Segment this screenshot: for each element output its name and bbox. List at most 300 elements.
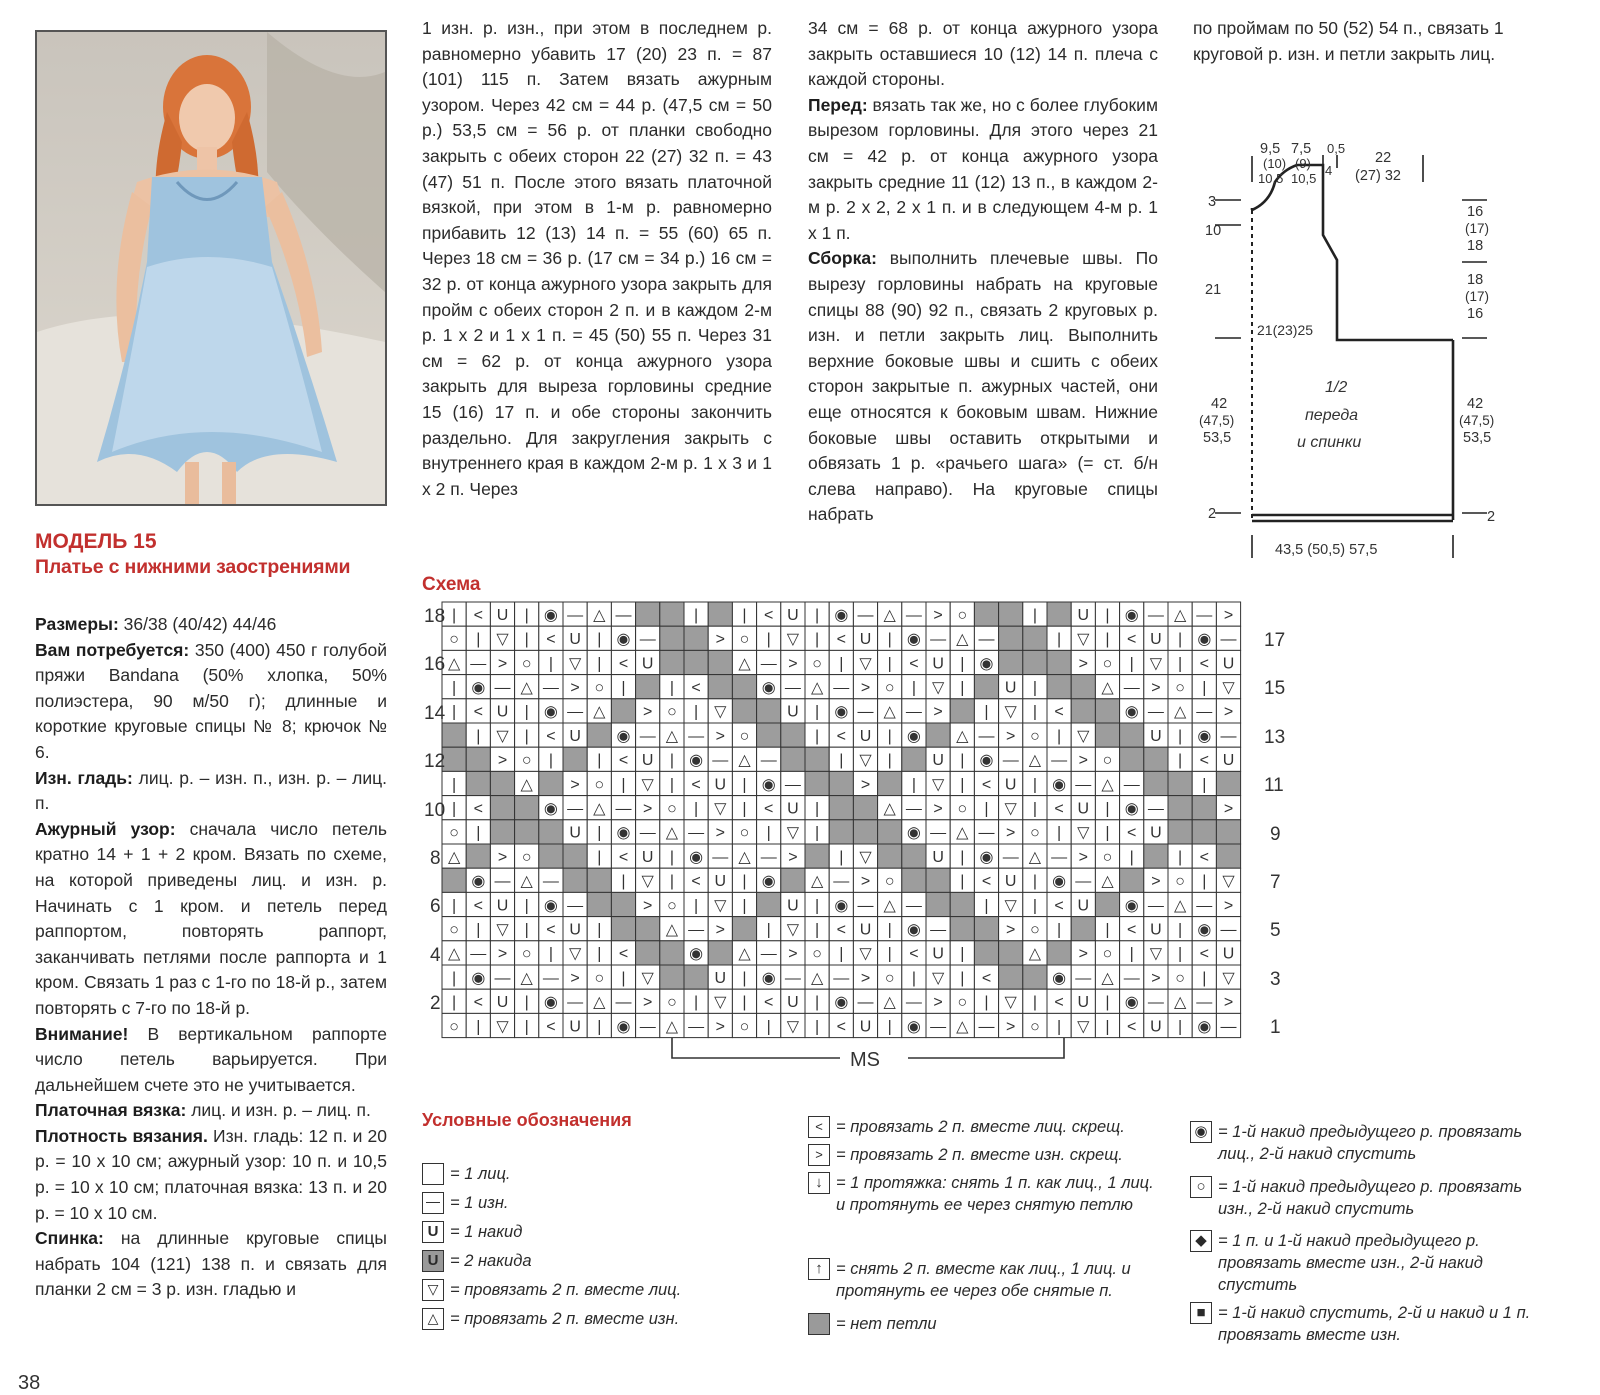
chart-cell-symbol: | xyxy=(597,752,602,770)
chart-cell-symbol: U xyxy=(714,969,727,987)
chart-cell-symbol: | xyxy=(766,1018,771,1036)
chart-cell-symbol: > xyxy=(1151,969,1161,987)
chart-cell-symbol: > xyxy=(1151,873,1161,891)
chart-cell-symbol: < xyxy=(764,800,774,818)
chart-cell-symbol: ◉ xyxy=(906,631,921,649)
chart-cell xyxy=(466,771,490,795)
chart-cell-symbol: | xyxy=(960,655,965,673)
chart-cell-symbol: ○ xyxy=(521,945,532,963)
label-left-10: 10 xyxy=(1205,223,1222,239)
label-side-width-sizes: (27) 32 xyxy=(1355,168,1401,184)
chart-cell-symbol: U xyxy=(932,655,944,673)
chart-cell-symbol: ▽ xyxy=(1149,945,1163,963)
chart-cell-symbol: < xyxy=(1054,897,1064,915)
chart-cell-symbol: | xyxy=(1105,824,1110,842)
chart-cell-symbol: | xyxy=(766,631,771,649)
chart-cell-symbol: ○ xyxy=(1102,945,1113,963)
chart-cell-symbol: — xyxy=(905,994,922,1012)
chart-cell-symbol: — xyxy=(1147,897,1164,915)
chart-cell-symbol: > xyxy=(715,824,725,842)
chart-cell-symbol: < xyxy=(1199,752,1209,770)
chart-cell xyxy=(878,820,902,844)
chart-cell-symbol: △ xyxy=(1101,873,1114,891)
chart-cell xyxy=(636,675,660,699)
chart-cell-symbol: ◉ xyxy=(1197,921,1212,939)
chart-cell-symbol: — xyxy=(930,824,947,842)
chart-cell-symbol: | xyxy=(476,727,481,745)
chart-cell-symbol: △ xyxy=(593,800,606,818)
chart-cell-symbol: U xyxy=(569,1018,581,1036)
row-label: 3 xyxy=(1270,969,1281,990)
chart-cell-symbol: < xyxy=(473,897,483,915)
label-right-17: (17) xyxy=(1465,221,1490,236)
chart-cell-symbol: △ xyxy=(738,945,751,963)
legend-item: = 1 п. и 1-й накид предыдущего р. провязать вместе изн., 2-й накид спустить xyxy=(1218,1232,1483,1294)
chart-cell-symbol: ◉ xyxy=(543,606,558,624)
chart-cell-symbol: △ xyxy=(956,727,969,745)
chart-cell-symbol: | xyxy=(984,994,989,1012)
chart-cell-symbol: ○ xyxy=(667,800,677,818)
chart-cell-symbol: ◉ xyxy=(1124,897,1139,915)
chart-cell-symbol: | xyxy=(476,631,481,649)
chart-cell-symbol: | xyxy=(815,703,820,721)
chart-cell xyxy=(757,723,781,747)
chart-cell-symbol: △ xyxy=(1173,703,1187,721)
chart-cell xyxy=(829,820,853,844)
chart-cell-symbol: ◉ xyxy=(1052,873,1067,891)
chart-cell xyxy=(708,650,732,674)
legend-item: = 1-й накид спустить, 2-й и накид и 1 п. провязать вместе изн. xyxy=(1218,1304,1531,1344)
chart-cell-symbol: | xyxy=(1105,921,1110,939)
chart-cell-symbol: — xyxy=(688,727,705,745)
chart-cell-symbol: — xyxy=(1147,994,1164,1012)
chart-cell-symbol: — xyxy=(688,921,705,939)
chart-cell-symbol: | xyxy=(815,727,820,745)
chart-cell-symbol: | xyxy=(960,752,965,770)
chart-cell xyxy=(974,941,998,965)
chart-cell-symbol: | xyxy=(742,897,747,915)
chart-cell-symbol: U xyxy=(714,873,727,891)
chart-cell-symbol: < xyxy=(981,969,992,987)
chart-cell-symbol: < xyxy=(1127,921,1137,939)
chart-cell-symbol: ▽ xyxy=(1004,703,1017,721)
chart-cell-symbol: — xyxy=(905,606,922,624)
chart-cell-symbol: < xyxy=(618,752,629,770)
chart-cell xyxy=(1120,868,1144,892)
chart-cell-symbol: — xyxy=(978,727,995,745)
chart-cell-symbol: | xyxy=(1202,679,1207,697)
chart-cell-symbol: | xyxy=(742,873,747,891)
chart-cell-symbol: — xyxy=(857,606,874,624)
chart-cell-symbol: | xyxy=(960,679,965,697)
chart-cell-symbol: △ xyxy=(593,703,606,721)
chart-cell xyxy=(999,965,1023,989)
chart-cell-symbol: U xyxy=(496,897,509,915)
chart-cell-symbol: | xyxy=(1057,1018,1062,1036)
chart-cell-symbol: < xyxy=(546,1018,556,1036)
chart-cell-symbol: △ xyxy=(738,752,751,770)
chart-cell-symbol: U xyxy=(496,994,509,1012)
chart-cell-symbol: ▽ xyxy=(1222,969,1235,987)
chart-cell xyxy=(1144,771,1168,795)
chart-cell-symbol: | xyxy=(887,945,892,963)
chart-cell-symbol: | xyxy=(839,945,844,963)
chart-cell-symbol: | xyxy=(524,994,529,1012)
chart-cell-symbol: U xyxy=(1150,631,1162,649)
chart-cell-symbol: > xyxy=(497,945,508,963)
chart-cell-symbol: U xyxy=(932,752,944,770)
chart-cell-symbol: > xyxy=(933,994,943,1012)
chart-cell-symbol: > xyxy=(788,945,798,963)
para-front: Перед: вязать так же, но с более глубоким вырезом горловины. Для этого через 21 см = 42 р. от конца ажурного узора закрыть средние 11 (12) 13 п., в каждом 2-м р. 2 х 2, 2 х 1 п. и в следующем 4-м р. 1 х 1 п. xyxy=(808,94,1158,243)
chart-cell-symbol: | xyxy=(524,727,529,745)
chart-cell-symbol: < xyxy=(764,606,774,624)
chart-cell-symbol: | xyxy=(621,969,626,987)
chart-cell-symbol: U xyxy=(641,752,654,770)
row-label: 4 xyxy=(430,945,441,966)
chart-cell-symbol: ○ xyxy=(739,824,750,842)
chart-cell-symbol: > xyxy=(1078,752,1088,770)
chart-cell-symbol: U xyxy=(787,703,799,721)
chart-cell-symbol: △ xyxy=(1028,752,1042,770)
instructions-column-1 xyxy=(35,612,387,1303)
para-armholes: по проймам по 50 (52) 54 п., связать 1 круговой р. изн. и петли закрыть лиц. xyxy=(1193,18,1504,64)
chart-cell-symbol: △ xyxy=(1101,969,1114,987)
chart-cell-symbol: — xyxy=(833,969,850,987)
chart-cell-symbol: △ xyxy=(520,776,533,794)
chart-cell-symbol: U xyxy=(1222,752,1235,770)
chart-cell-symbol: ○ xyxy=(1030,1018,1040,1036)
chart-cell-symbol: ○ xyxy=(594,679,605,697)
chart-cell xyxy=(1216,820,1240,844)
chart-cell-symbol: — xyxy=(567,606,584,624)
chart-cell xyxy=(999,602,1023,626)
chart-cell-symbol: ◉ xyxy=(471,969,486,987)
chart-cell xyxy=(974,917,998,941)
chart-cell xyxy=(1216,844,1240,868)
chart-cell-symbol: — xyxy=(567,897,584,915)
label-left-21: 21 xyxy=(1205,282,1222,298)
chart-cell-symbol: < xyxy=(1199,848,1209,866)
chart-cell xyxy=(1216,771,1240,795)
chart-cell-symbol: — xyxy=(1002,752,1019,770)
chart-cell-symbol: ▽ xyxy=(1077,631,1090,649)
chart-cell xyxy=(490,820,514,844)
label-armhole-width: 0,5 xyxy=(1327,141,1346,156)
chart-cell-symbol: ◉ xyxy=(543,994,558,1012)
chart-cell-symbol: — xyxy=(857,994,874,1012)
chart-cell-symbol: | xyxy=(1178,848,1183,866)
chart-cell-symbol: | xyxy=(524,1018,529,1036)
chart-cell-symbol: ◉ xyxy=(543,897,558,915)
para-attention: Внимание! В вертикальном раппорте число петель варьируется. При дальнейшем счете это не учитывается. xyxy=(35,1023,387,1095)
chart-cell xyxy=(611,699,635,723)
chart-cell-symbol: ▽ xyxy=(641,873,654,891)
row-label: 15 xyxy=(1264,678,1286,699)
chart-cell xyxy=(1047,650,1071,674)
chart-cell-symbol: | xyxy=(597,945,602,963)
chart-cell-symbol: ▽ xyxy=(786,921,800,939)
chart-cell-symbol: > xyxy=(715,631,725,649)
chart-cell-symbol: | xyxy=(960,873,965,891)
chart-cell-symbol: > xyxy=(1078,848,1088,866)
chart-cell-symbol: > xyxy=(1223,897,1234,915)
chart-cell-symbol: < xyxy=(1127,631,1137,649)
chart-cell xyxy=(563,844,587,868)
chart-cell-symbol: < xyxy=(546,631,556,649)
chart-cell-symbol: < xyxy=(691,776,701,794)
chart-cell-symbol: U xyxy=(569,727,581,745)
legend-item: = 1 протяжка: снять 1 п. как лиц., 1 лиц. и протянуть ее через снятую петлю xyxy=(836,1174,1154,1214)
chart-cell xyxy=(1120,747,1144,771)
chart-cell-symbol: △ xyxy=(810,969,824,987)
chart-cell-symbol: ◉ xyxy=(543,703,558,721)
chart-cell-symbol: | xyxy=(839,655,844,673)
chart-cell-symbol: ▽ xyxy=(641,776,654,794)
chart-cell-symbol: — xyxy=(639,631,656,649)
chart-cell-symbol: △ xyxy=(1173,897,1187,915)
instructions-column-2 xyxy=(422,16,772,502)
no-stitch-symbol-icon xyxy=(808,1313,830,1335)
chart-cell-symbol: > xyxy=(643,800,653,818)
chart-cell xyxy=(466,844,490,868)
chart-cell-symbol: — xyxy=(615,606,632,624)
label-left-3: 3 xyxy=(1208,194,1217,210)
chart-cell-symbol: ◉ xyxy=(471,873,486,891)
instructions-column-3 xyxy=(808,16,1158,528)
chart-cell-symbol: | xyxy=(1178,752,1183,770)
chart-cell-symbol: | xyxy=(960,945,965,963)
row-label: 11 xyxy=(1264,775,1284,796)
chart-cell-symbol: U xyxy=(1004,873,1017,891)
chart-cell-symbol: — xyxy=(494,873,511,891)
chart-cell xyxy=(1047,602,1071,626)
chart-cell-symbol: < xyxy=(1199,945,1209,963)
chart-cell-symbol: — xyxy=(1051,848,1068,866)
chart-cell-symbol: ▽ xyxy=(714,994,727,1012)
chart-cell-symbol: | xyxy=(452,703,457,721)
k2tog-symbol-icon: ▽ xyxy=(422,1279,444,1301)
chart-cell-symbol: — xyxy=(542,679,559,697)
legend-item: = нет петли xyxy=(836,1315,937,1333)
chart-cell xyxy=(781,723,805,747)
chart-cell xyxy=(563,868,587,892)
knitting-chart xyxy=(418,602,1298,1092)
chart-cell-symbol: > xyxy=(715,727,725,745)
chart-cell-symbol: > xyxy=(643,703,653,721)
chart-cell-symbol: < xyxy=(1054,800,1064,818)
chart-cell-symbol: ◉ xyxy=(1197,631,1212,649)
label-left-42: 42 xyxy=(1211,396,1228,412)
chart-cell-symbol: | xyxy=(597,655,602,673)
legend-item: = провязать 2 п. вместе лиц. xyxy=(450,1281,682,1299)
chart-cell-symbol: > xyxy=(1223,703,1234,721)
repeat-label: MS xyxy=(850,1049,880,1071)
chart-cell-symbol: U xyxy=(787,606,799,624)
chart-cell-symbol: | xyxy=(960,776,965,794)
chart-cell-symbol: > xyxy=(1006,921,1016,939)
chart-cell-symbol: | xyxy=(1032,703,1037,721)
chart-cell-symbol: ◉ xyxy=(979,848,994,866)
label-right-47: (47,5) xyxy=(1459,413,1495,428)
chart-cell-symbol: ◉ xyxy=(1197,727,1212,745)
chart-cell-symbol: < xyxy=(981,776,992,794)
chart-cell-symbol: < xyxy=(546,727,556,745)
chart-cell-symbol: ○ xyxy=(812,655,822,673)
chart-cell-symbol: | xyxy=(524,631,529,649)
chart-cell-symbol: — xyxy=(567,994,584,1012)
chart-cell-symbol: < xyxy=(1199,655,1209,673)
chart-cell-symbol: | xyxy=(984,897,989,915)
chart-cell-symbol: — xyxy=(1075,873,1092,891)
chart-cell-symbol: — xyxy=(542,969,559,987)
label-bottom-width: 43,5 (50,5) 57,5 xyxy=(1275,542,1378,558)
chart-cell-symbol: ○ xyxy=(521,655,532,673)
chart-cell xyxy=(732,917,756,941)
chart-cell-symbol: U xyxy=(859,727,872,745)
chart-cell-symbol: △ xyxy=(1101,679,1114,697)
chart-cell-symbol: | xyxy=(452,994,457,1012)
chart-cell-symbol: — xyxy=(857,703,874,721)
chart-cell-symbol: △ xyxy=(883,800,896,818)
chart-cell-symbol: — xyxy=(639,824,656,842)
chart-cell-symbol: U xyxy=(1150,1018,1162,1036)
chart-cell-symbol: ▽ xyxy=(1222,873,1235,891)
chart-cell-symbol: △ xyxy=(1028,848,1042,866)
chart-cell-symbol: | xyxy=(669,848,674,866)
chart-cell-symbol: △ xyxy=(665,727,679,745)
chart-cell xyxy=(1071,917,1095,941)
chart-cell-symbol: | xyxy=(1057,921,1062,939)
chart-cell-symbol: > xyxy=(570,776,580,794)
chart-cell xyxy=(636,602,660,626)
chart-cell-symbol: U xyxy=(569,824,581,842)
label-left-47: (47,5) xyxy=(1199,413,1235,428)
chart-cell-symbol: — xyxy=(567,800,584,818)
legend-item: = 1 лиц. xyxy=(450,1165,511,1183)
chart-cell-symbol: ▽ xyxy=(1077,824,1090,842)
chart-cell-symbol: — xyxy=(1147,606,1164,624)
chart-cell-symbol: ▽ xyxy=(714,897,727,915)
chart-cell-symbol: | xyxy=(887,921,892,939)
chart-cell-symbol: △ xyxy=(665,824,679,842)
chart-cell-symbol: ▽ xyxy=(859,848,872,866)
chart-cell-symbol: ▽ xyxy=(496,631,509,649)
label-neck-width-m: (10) xyxy=(1263,156,1287,171)
chart-cell-symbol: △ xyxy=(520,679,533,697)
chart-cell-symbol: — xyxy=(784,969,801,987)
chart-cell-symbol: | xyxy=(1178,945,1183,963)
chart-cell-symbol: ○ xyxy=(884,969,895,987)
chart-cell-symbol: | xyxy=(815,897,820,915)
chart-cell-symbol: — xyxy=(1075,969,1092,987)
chart-cell-symbol: < xyxy=(691,679,701,697)
chart-cell-symbol: U xyxy=(1150,921,1162,939)
chart-cell-symbol: | xyxy=(1178,1018,1183,1036)
chart-cell-symbol: ◉ xyxy=(979,655,994,673)
chart-cell xyxy=(1168,771,1192,795)
chart-cell-symbol: ○ xyxy=(1102,848,1113,866)
chart-cell xyxy=(902,868,926,892)
chart-cell xyxy=(708,602,732,626)
chart-cell-symbol: ◉ xyxy=(906,727,921,745)
chart-cell-symbol: | xyxy=(476,921,481,939)
chart-cell-symbol: — xyxy=(712,848,729,866)
chart-cell-symbol: > xyxy=(570,679,580,697)
chart-cell-symbol: > xyxy=(1223,606,1234,624)
double-yarn-over-symbol-icon: U xyxy=(422,1250,444,1272)
chart-cell-symbol: ○ xyxy=(1175,969,1185,987)
label-right-42: 42 xyxy=(1467,396,1484,412)
chart-cell-symbol: > xyxy=(788,848,798,866)
chart-cell-symbol: ◉ xyxy=(906,921,921,939)
row-label: 17 xyxy=(1264,630,1286,651)
chart-cell-symbol: | xyxy=(1178,631,1183,649)
chart-cell-symbol: — xyxy=(930,921,947,939)
row-label: 6 xyxy=(430,896,441,917)
square-symbol-icon: ■ xyxy=(1190,1302,1212,1324)
chart-cell-symbol: | xyxy=(452,897,457,915)
chart-cell-symbol: | xyxy=(452,969,457,987)
chart-cell-symbol: — xyxy=(1220,727,1237,745)
model-subtitle: Платье с нижними заострениями xyxy=(35,556,351,578)
chart-cell-symbol: U xyxy=(1222,655,1235,673)
label-shoulder-width-l: 10,5 xyxy=(1291,171,1317,186)
legend-item: = 1 накид xyxy=(450,1223,523,1241)
row-label: 10 xyxy=(424,800,446,821)
chart-cell xyxy=(805,844,829,868)
chart-cell-symbol: △ xyxy=(520,969,533,987)
para-assembly: Сборка: выполнить плечевые швы. По вырезу горловины набрать на круговые спицы 88 (90) 92 п., связать 2 круговых р. изн. и петли закрыть лиц. Выполнить верхние боковые швы и сшить с обеих сторон закрытые п. ажурных частей, они еще относятся к боковым швам. Нижние боковые швы оставить открытыми и обвязать 1 р. «рачьего шага» (= ст. б/н слева направо). На круговые спицы набрать xyxy=(808,248,1158,525)
chart-cell xyxy=(636,941,660,965)
chart-cell-symbol: ◉ xyxy=(1197,1018,1212,1036)
chart-cell-symbol: | xyxy=(597,921,602,939)
chart-cell xyxy=(563,747,587,771)
chart-cell-symbol: | xyxy=(887,727,892,745)
chart-cell-symbol: ◉ xyxy=(616,631,631,649)
chart-cell xyxy=(660,602,684,626)
k2tog-tbl-symbol-icon: < xyxy=(808,1116,830,1138)
chart-cell-symbol: ▽ xyxy=(1004,994,1017,1012)
chart-cell-symbol: △ xyxy=(447,655,461,673)
instructions-column-4 xyxy=(1193,16,1543,67)
chart-cell xyxy=(490,771,514,795)
chart-cell-symbol: < xyxy=(618,945,629,963)
chart-cell-symbol: ◉ xyxy=(689,848,704,866)
chart-cell-symbol: ▽ xyxy=(786,824,800,842)
label-neck-width: 9,5 xyxy=(1260,141,1281,157)
para-back-continued: 1 изн. р. изн., при этом в последнем р. равномерно убавить 17 (20) 23 п. = 87 (101) 115 п. Затем вязать ажурным узором. Через 42 см = 44 р. (47,5 см = 50 р.) 53,5 см = 56 р. от планки свободно закрыть с обеих сторон 22 (27) 32 п. = 43 (47) 51 п. После этого вязать платочной вязкой, при этом в 1-м р. равномерно прибавить 12 (13) 14 п. = 55 (60) 65 п. Через 18 см = 36 р. (17 см = 34 р.) 16 см = 32 р. от конца ажурного узора закрыть для пройм с обеих сторон 2 п. и в каждом 2-м р. 1 х 2 и 1 х 1 п. = 45 (50) 55 п. Через 31 см = 62 р. от конца ажурного узора закрыть для выреза горловины средние 15 (16) 17 п. и обе стороны закончить раздельно. Для закругления закрыть с внутреннего края в каждом 2-м р. 1 х 3 и 1 х 2 п. Через xyxy=(422,18,772,499)
chart-cell-symbol: | xyxy=(815,631,820,649)
chart-cell-symbol: ◉ xyxy=(834,897,849,915)
para-sizes: Размеры: 36/38 (40/42) 44/46 xyxy=(35,614,277,634)
purl-symbol-icon xyxy=(422,1192,444,1214)
chart-cell xyxy=(805,747,829,771)
chart-cell-symbol: ○ xyxy=(1030,727,1040,745)
chart-cell-symbol: — xyxy=(1220,631,1237,649)
chart-cell-symbol: △ xyxy=(665,921,679,939)
chart-cell-symbol: ▽ xyxy=(859,655,872,673)
chart-cell-symbol: < xyxy=(473,800,483,818)
chart-cell-symbol: | xyxy=(815,994,820,1012)
chart-cell-symbol: △ xyxy=(520,873,533,891)
chart-cell-symbol: ○ xyxy=(449,824,459,842)
chart-cell-symbol: — xyxy=(760,848,777,866)
chart-cell-symbol: ▽ xyxy=(786,1018,800,1036)
chart-cell xyxy=(878,771,902,795)
chart-cell-symbol: ▽ xyxy=(859,752,872,770)
chart-cell-symbol: | xyxy=(1129,848,1134,866)
